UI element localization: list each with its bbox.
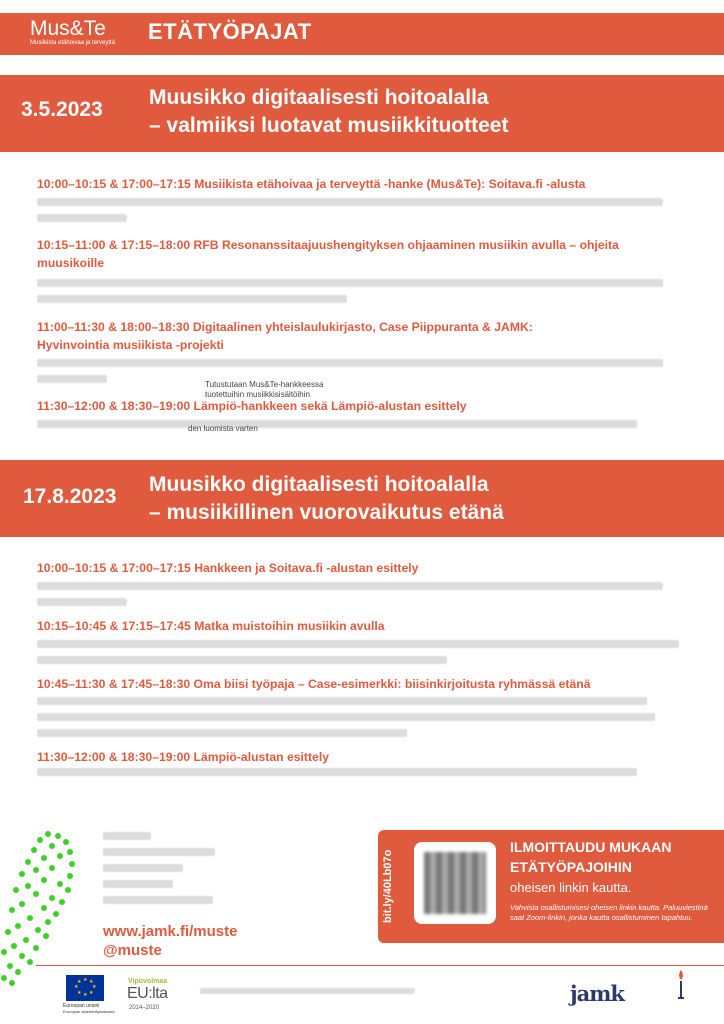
torch-icon (676, 970, 686, 1000)
blurred-description (37, 656, 447, 664)
blurred-contact (103, 848, 215, 856)
workshop-2-heading-line1: Muusikko digitaalisesti hoitoalalla (149, 473, 489, 496)
blurred-description (37, 375, 107, 383)
eu-flag-logo: ★ ★ ★ ★ ★ ★ ★ ★ (66, 975, 104, 1001)
session-time-title: 11:30–12:00 & 18:30–19:00 Lämpiö-alustan esittely (37, 750, 329, 764)
footer-divider (36, 965, 724, 966)
blurred-description (37, 279, 663, 287)
blurred-description (37, 198, 663, 206)
register-heading-line2: ETÄTYÖPAJOIHIN (510, 859, 632, 875)
blurred-contact (103, 832, 151, 840)
session-time-title: 11:30–12:00 & 18:30–19:00 Lämpiö-hankkeen sekä Lämpiö-alustan esittely (37, 399, 467, 413)
social-handle[interactable]: @muste (103, 942, 162, 959)
session-time-title: 10:00–10:15 & 17:00–17:15 Hankkeen ja Soitava.fi -alustan esittely (37, 561, 419, 575)
register-subtext: oheisen linkin kautta. (510, 880, 632, 895)
vipuvoimaa-years: 2014–2020 (129, 1005, 160, 1011)
register-note: Vahvista osallistumisesi oheisen linkin kautta. Paluuviestinä saat Zoom-linkin, jonka kautta osallistuminen tapahtuu. (510, 903, 708, 922)
workshop-2-date: 17.8.2023 (23, 485, 117, 508)
jamk-logo: jamk (570, 981, 624, 1006)
blurred-funding-text (200, 988, 415, 994)
mus-te-logo: Mus&Te (30, 17, 106, 40)
stray-text-line: den luomista varten (188, 424, 258, 433)
blurred-description (37, 713, 655, 721)
short-link[interactable]: bit.ly/40Lb07o (382, 849, 394, 923)
stray-text-line: Tutustutaan Mus&Te-hankkeessa (205, 380, 324, 389)
blurred-description (37, 359, 663, 367)
blurred-contact (103, 896, 213, 904)
session-time-title: 10:15–11:00 & 17:15–18:00 RFB Resonanssitaajuushengityksen ohjaaminen musiikin avulla – ohjeita muusikoille (37, 238, 619, 270)
blurred-description (37, 582, 663, 590)
vipuvoimaa-label: Vipuvoimaa (128, 978, 168, 985)
session-time-title: 10:45–11:30 & 17:45–18:30 Oma biisi työpaja – Case-esimerkki: biisinkirjoitusta ryhmässä etänä (37, 677, 591, 691)
blurred-contact (103, 864, 183, 872)
workshop-1-date: 3.5.2023 (21, 98, 103, 121)
blurred-description (37, 640, 679, 648)
session-time-title: 11:00–11:30 & 18:00–18:30 Digitaalinen yhteislaulukirjasto, Case Piippuranta & JAMK: Hyvinvointia musiikista -projekti (37, 320, 533, 352)
blurred-contact (103, 880, 173, 888)
website-link[interactable]: www.jamk.fi/muste (103, 923, 238, 940)
workshop-2-heading-line2: – musiikillinen vuorovaikutus etänä (149, 501, 504, 524)
logo-tagline: Musiikista etähoivaa ja terveyttä (30, 40, 116, 46)
qr-code[interactable] (424, 852, 486, 914)
blurred-description (37, 768, 637, 776)
page-title: ETÄTYÖPAJAT (148, 19, 312, 44)
eu-sublabel: Euroopan aluekehitysrahasto (63, 1009, 115, 1014)
session-time-title: 10:15–10:45 & 17:15–17:45 Matka muistoihin musiikin avulla (37, 619, 385, 633)
blurred-description (37, 295, 347, 303)
header-bar (0, 13, 724, 55)
green-dots-decoration (0, 828, 82, 988)
vipuvoimaa-logo: EU:lta (127, 985, 168, 1002)
workshop-1-heading-line2: – valmiiksi luotavat musiikkituotteet (149, 114, 509, 137)
blurred-description (37, 420, 637, 428)
eu-label: Euroopan unioni (63, 1003, 100, 1009)
blurred-description (37, 729, 407, 737)
blurred-description (37, 598, 127, 606)
blurred-description (37, 214, 127, 222)
session-time-title: 10:00–10:15 & 17:00–17:15 Musiikista etähoivaa ja terveyttä -hanke (Mus&Te): Soitava.fi -alusta (37, 177, 586, 191)
register-heading-line1: ILMOITTAUDU MUKAAN (510, 839, 672, 855)
workshop-1-heading-line1: Muusikko digitaalisesti hoitoalalla (149, 86, 489, 109)
blurred-description (37, 697, 647, 705)
stray-text-line: tuotettuihin musiikkisisältöihin (205, 390, 310, 399)
